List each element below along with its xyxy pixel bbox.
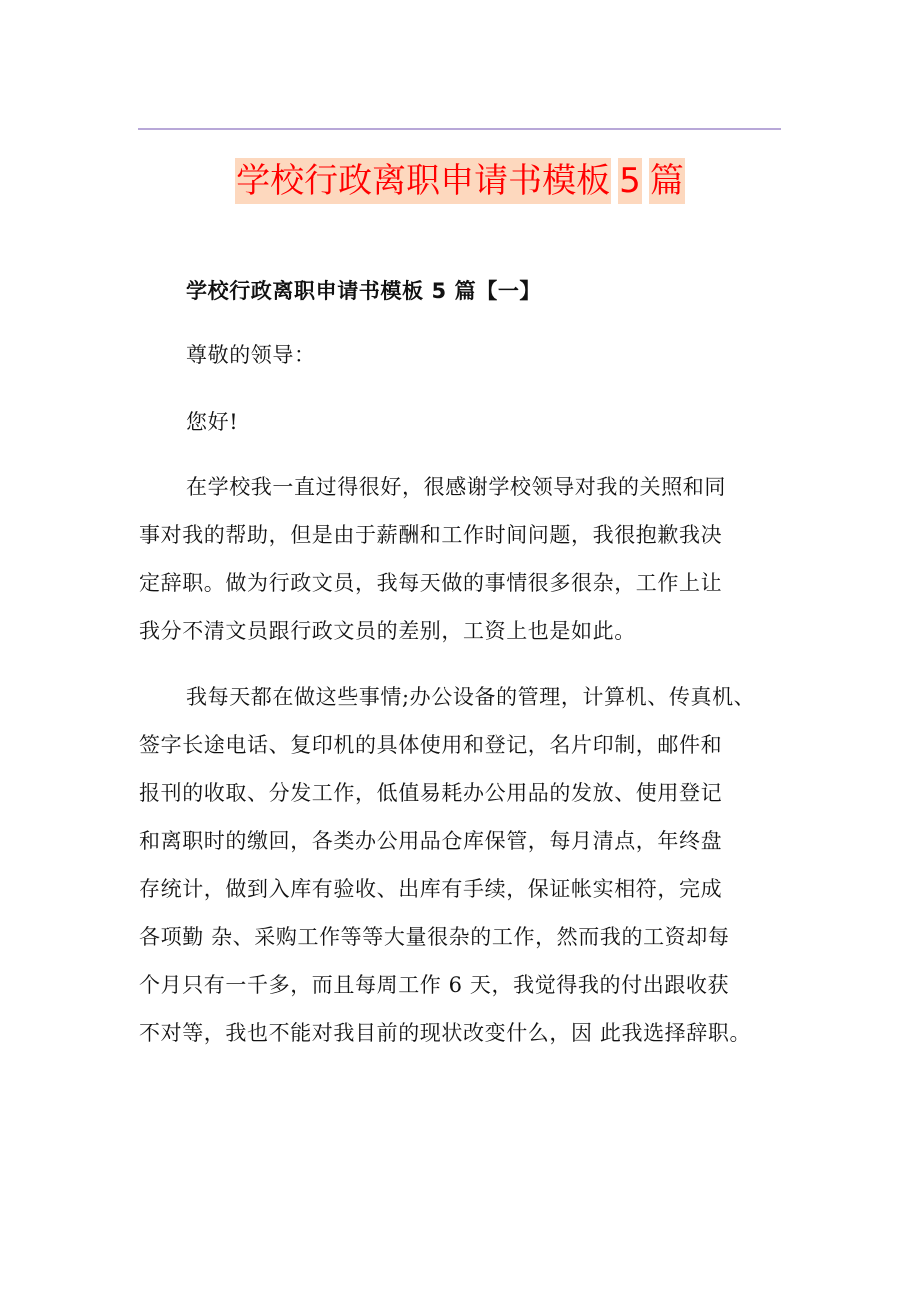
paragraph-line: 定辞职。做为行政文员，我每天做的事情很多很杂，工作上让	[139, 571, 723, 595]
paragraph-line: 事对我的帮助，但是由于薪酬和工作时间问题，我很抱歉我决	[139, 523, 723, 547]
paragraph-line: 个月只有一千多，而且每周工作 6 天，我觉得我的付出跟收获	[139, 973, 730, 997]
paragraph-line: 存统计，做到入库有验收、出库有手续，保证帐实相符，完成	[139, 877, 723, 901]
title-segment-suffix: 篇	[649, 158, 685, 204]
paragraph-line: 报刊的收取、分发工作，低值易耗办公用品的发放、使用登记	[139, 781, 723, 805]
paragraph-line: 不对等，我也不能对我目前的现状改变什么，因 此我选择辞职。	[139, 1021, 752, 1045]
header-rule	[138, 128, 781, 130]
paragraph-line: 各项勤 杂、采购工作等等大量很杂的工作，然而我的工资却每	[139, 925, 730, 949]
paragraph-line: 我每天都在做这些事情;办公设备的管理，计算机、传真机、	[186, 685, 756, 709]
title-segment-main: 学校行政离职申请书模板	[235, 158, 611, 204]
paragraph-line: 在学校我一直过得很好，很感谢学校领导对我的关照和同	[186, 475, 726, 499]
paragraph-line: 签字长途电话、复印机的具体使用和登记，名片印制，邮件和	[139, 733, 723, 757]
title-segment-number: 5	[618, 158, 642, 204]
section-heading: 学校行政离职申请书模板 5 篇【一】	[186, 279, 542, 303]
greeting: 您好!	[186, 410, 239, 434]
document-title	[0, 158, 920, 204]
paragraph-line: 我分不清文员跟行政文员的差别，工资上也是如此。	[139, 619, 636, 643]
salutation: 尊敬的领导：	[186, 343, 316, 367]
paragraph-line: 和离职时的缴回，各类办公用品仓库保管，每月清点，年终盘	[139, 829, 723, 853]
